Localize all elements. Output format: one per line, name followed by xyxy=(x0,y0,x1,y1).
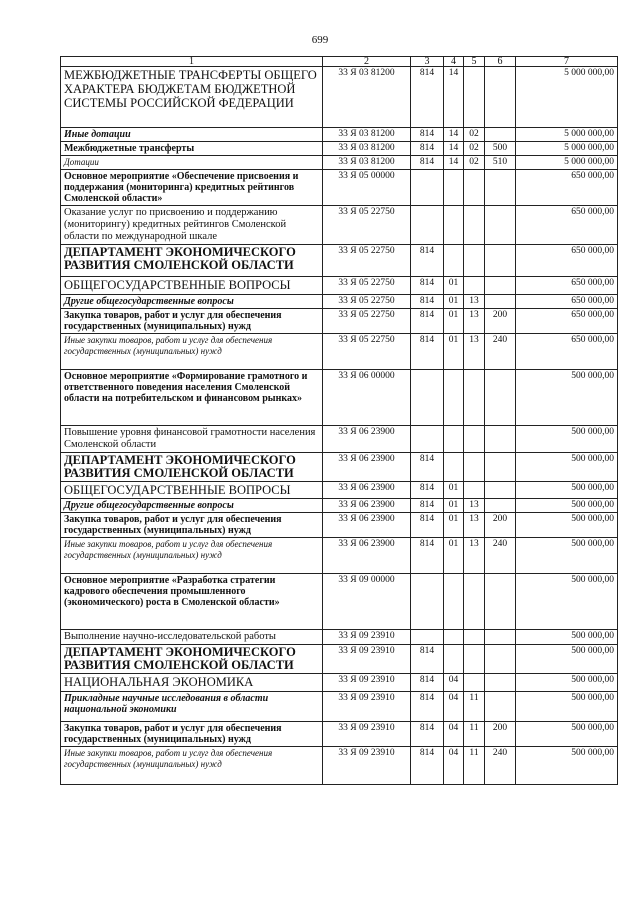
amount: 500 000,00 xyxy=(516,482,618,499)
target-code: 33 Я 09 23910 xyxy=(323,692,411,722)
table-row xyxy=(61,482,618,499)
column-header: 6 xyxy=(485,57,516,67)
section-code xyxy=(444,574,464,630)
ministry-code: 814 xyxy=(411,453,444,482)
subsection-code: 13 xyxy=(464,538,485,574)
table-row xyxy=(61,499,618,513)
ministry-code: 814 xyxy=(411,277,444,295)
subsection-code: 11 xyxy=(464,692,485,722)
column-header: 4 xyxy=(444,57,464,67)
section-code: 01 xyxy=(444,513,464,538)
subsection-code xyxy=(464,574,485,630)
row-name: Прикладные научные исследования в области национальной экономики xyxy=(61,692,323,722)
row-name: ДЕПАРТАМЕНТ ЭКОНОМИЧЕСКОГО РАЗВИТИЯ СМОЛЕНСКОЙ ОБЛАСТИ xyxy=(61,453,323,482)
target-code: 33 Я 06 23900 xyxy=(323,453,411,482)
table-row xyxy=(61,128,618,142)
ministry-code: 814 xyxy=(411,538,444,574)
amount: 650 000,00 xyxy=(516,170,618,206)
amount: 500 000,00 xyxy=(516,513,618,538)
table-row xyxy=(61,722,618,747)
section-code: 01 xyxy=(444,538,464,574)
row-name: Иные закупки товаров, работ и услуг для обеспечения государственных (муниципальных) нужд xyxy=(61,538,323,574)
expense-type-code xyxy=(485,295,516,309)
table-row xyxy=(61,747,618,785)
expense-type-code xyxy=(485,426,516,453)
target-code: 33 Я 06 23900 xyxy=(323,499,411,513)
target-code: 33 Я 06 00000 xyxy=(323,370,411,426)
expense-type-code xyxy=(485,574,516,630)
table-row xyxy=(61,645,618,674)
section-code xyxy=(444,453,464,482)
expense-type-code xyxy=(485,482,516,499)
section-code xyxy=(444,370,464,426)
section-code: 01 xyxy=(444,277,464,295)
ministry-code: 814 xyxy=(411,156,444,170)
row-name: ОБЩЕГОСУДАРСТВЕННЫЕ ВОПРОСЫ xyxy=(61,482,323,499)
table-row xyxy=(61,692,618,722)
table-row xyxy=(61,453,618,482)
expense-type-code xyxy=(485,499,516,513)
expense-type-code: 200 xyxy=(485,309,516,334)
subsection-code xyxy=(464,482,485,499)
ministry-code xyxy=(411,574,444,630)
subsection-code: 13 xyxy=(464,309,485,334)
table-row xyxy=(61,674,618,692)
section-code: 14 xyxy=(444,128,464,142)
expense-type-code xyxy=(485,630,516,645)
expense-type-code xyxy=(485,674,516,692)
target-code: 33 Я 03 81200 xyxy=(323,128,411,142)
table-row xyxy=(61,334,618,370)
table-row xyxy=(61,538,618,574)
ministry-code: 814 xyxy=(411,67,444,128)
section-code: 14 xyxy=(444,156,464,170)
row-name: ОБЩЕГОСУДАРСТВЕННЫЕ ВОПРОСЫ xyxy=(61,277,323,295)
table-row xyxy=(61,67,618,128)
target-code: 33 Я 05 22750 xyxy=(323,206,411,245)
subsection-code xyxy=(464,370,485,426)
table-row xyxy=(61,295,618,309)
ministry-code: 814 xyxy=(411,722,444,747)
ministry-code xyxy=(411,630,444,645)
amount: 5 000 000,00 xyxy=(516,67,618,128)
table-row xyxy=(61,309,618,334)
row-name: Оказание услуг по присвоению и поддержанию (мониторингу) кредитных рейтингов Смоленской области по международной шкале xyxy=(61,206,323,245)
subsection-code: 13 xyxy=(464,295,485,309)
subsection-code: 11 xyxy=(464,747,485,785)
section-code xyxy=(444,426,464,453)
column-header: 5 xyxy=(464,57,485,67)
amount: 500 000,00 xyxy=(516,370,618,426)
row-name: ДЕПАРТАМЕНТ ЭКОНОМИЧЕСКОГО РАЗВИТИЯ СМОЛЕНСКОЙ ОБЛАСТИ xyxy=(61,645,323,674)
section-code: 04 xyxy=(444,674,464,692)
table-row xyxy=(61,156,618,170)
target-code: 33 Я 05 22750 xyxy=(323,334,411,370)
table-row xyxy=(61,426,618,453)
expense-type-code xyxy=(485,453,516,482)
subsection-code xyxy=(464,245,485,277)
table-row xyxy=(61,170,618,206)
target-code: 33 Я 09 23910 xyxy=(323,645,411,674)
row-name: Повышение уровня финансовой грамотности населения Смоленской области xyxy=(61,426,323,453)
amount: 5 000 000,00 xyxy=(516,142,618,156)
amount: 500 000,00 xyxy=(516,538,618,574)
amount: 500 000,00 xyxy=(516,499,618,513)
section-code: 01 xyxy=(444,295,464,309)
expense-type-code xyxy=(485,692,516,722)
subsection-code xyxy=(464,674,485,692)
table-row xyxy=(61,370,618,426)
row-name: Дотации xyxy=(61,156,323,170)
amount: 650 000,00 xyxy=(516,309,618,334)
ministry-code xyxy=(411,170,444,206)
section-code xyxy=(444,645,464,674)
target-code: 33 Я 06 23900 xyxy=(323,538,411,574)
expense-type-code: 240 xyxy=(485,334,516,370)
row-name: Иные закупки товаров, работ и услуг для обеспечения государственных (муниципальных) нужд xyxy=(61,747,323,785)
expense-type-code xyxy=(485,67,516,128)
section-code: 04 xyxy=(444,747,464,785)
table-row xyxy=(61,142,618,156)
table-body xyxy=(61,67,618,785)
section-code xyxy=(444,170,464,206)
section-code: 14 xyxy=(444,142,464,156)
subsection-code: 11 xyxy=(464,722,485,747)
subsection-code xyxy=(464,630,485,645)
section-code xyxy=(444,630,464,645)
target-code: 33 Я 05 22750 xyxy=(323,245,411,277)
subsection-code: 02 xyxy=(464,142,485,156)
row-name: Закупка товаров, работ и услуг для обеспечения государственных (муниципальных) нужд xyxy=(61,513,323,538)
subsection-code: 02 xyxy=(464,128,485,142)
ministry-code: 814 xyxy=(411,482,444,499)
row-name: Основное мероприятие «Обеспечение присвоения и поддержания (мониторинга) кредитных рейтингов Смоленской области» xyxy=(61,170,323,206)
expense-type-code xyxy=(485,645,516,674)
target-code: 33 Я 06 23900 xyxy=(323,426,411,453)
expense-type-code xyxy=(485,206,516,245)
table-row xyxy=(61,206,618,245)
ministry-code: 814 xyxy=(411,499,444,513)
table-row xyxy=(61,630,618,645)
amount: 500 000,00 xyxy=(516,674,618,692)
expense-type-code: 200 xyxy=(485,722,516,747)
target-code: 33 Я 05 22750 xyxy=(323,277,411,295)
section-code: 01 xyxy=(444,499,464,513)
amount: 650 000,00 xyxy=(516,206,618,245)
expense-type-code: 510 xyxy=(485,156,516,170)
target-code: 33 Я 06 23900 xyxy=(323,513,411,538)
ministry-code: 814 xyxy=(411,645,444,674)
amount: 500 000,00 xyxy=(516,453,618,482)
expense-type-code: 240 xyxy=(485,747,516,785)
section-code: 14 xyxy=(444,67,464,128)
row-name: Выполнение научно-исследовательской работы xyxy=(61,630,323,645)
budget-table xyxy=(60,56,618,785)
ministry-code: 814 xyxy=(411,334,444,370)
target-code: 33 Я 09 23910 xyxy=(323,674,411,692)
amount: 500 000,00 xyxy=(516,630,618,645)
expense-type-code: 240 xyxy=(485,538,516,574)
section-code xyxy=(444,245,464,277)
section-code: 04 xyxy=(444,722,464,747)
row-name: Основное мероприятие «Формирование грамотного и ответственного поведения населения Смоленской области на потребительском и финансовом рынках» xyxy=(61,370,323,426)
row-name: Иные дотации xyxy=(61,128,323,142)
section-code: 01 xyxy=(444,482,464,499)
expense-type-code xyxy=(485,245,516,277)
table-row xyxy=(61,277,618,295)
amount: 650 000,00 xyxy=(516,295,618,309)
row-name: Закупка товаров, работ и услуг для обеспечения государственных (муниципальных) нужд xyxy=(61,309,323,334)
row-name: Другие общегосударственные вопросы xyxy=(61,295,323,309)
target-code: 33 Я 09 00000 xyxy=(323,574,411,630)
row-name: Межбюджетные трансферты xyxy=(61,142,323,156)
row-name: Иные закупки товаров, работ и услуг для обеспечения государственных (муниципальных) нужд xyxy=(61,334,323,370)
row-name: Закупка товаров, работ и услуг для обеспечения государственных (муниципальных) нужд xyxy=(61,722,323,747)
section-code: 04 xyxy=(444,692,464,722)
subsection-code: 13 xyxy=(464,499,485,513)
column-header: 7 xyxy=(516,57,618,67)
expense-type-code xyxy=(485,170,516,206)
ministry-code: 814 xyxy=(411,747,444,785)
subsection-code: 13 xyxy=(464,513,485,538)
subsection-code: 02 xyxy=(464,156,485,170)
section-code xyxy=(444,206,464,245)
amount: 500 000,00 xyxy=(516,645,618,674)
subsection-code xyxy=(464,67,485,128)
amount: 500 000,00 xyxy=(516,574,618,630)
expense-type-code: 200 xyxy=(485,513,516,538)
ministry-code xyxy=(411,426,444,453)
amount: 5 000 000,00 xyxy=(516,128,618,142)
target-code: 33 Я 05 22750 xyxy=(323,309,411,334)
subsection-code xyxy=(464,426,485,453)
row-name: Другие общегосударственные вопросы xyxy=(61,499,323,513)
ministry-code: 814 xyxy=(411,309,444,334)
column-header: 3 xyxy=(411,57,444,67)
subsection-code: 13 xyxy=(464,334,485,370)
target-code: 33 Я 09 23910 xyxy=(323,722,411,747)
table-row xyxy=(61,574,618,630)
amount: 500 000,00 xyxy=(516,747,618,785)
subsection-code xyxy=(464,170,485,206)
row-name: НАЦИОНАЛЬНАЯ ЭКОНОМИКА xyxy=(61,674,323,692)
section-code: 01 xyxy=(444,334,464,370)
amount: 650 000,00 xyxy=(516,334,618,370)
amount: 500 000,00 xyxy=(516,722,618,747)
subsection-code xyxy=(464,206,485,245)
target-code: 33 Я 05 22750 xyxy=(323,295,411,309)
amount: 500 000,00 xyxy=(516,692,618,722)
ministry-code: 814 xyxy=(411,142,444,156)
expense-type-code: 500 xyxy=(485,142,516,156)
target-code: 33 Я 03 81200 xyxy=(323,142,411,156)
ministry-code: 814 xyxy=(411,513,444,538)
target-code: 33 Я 06 23900 xyxy=(323,482,411,499)
ministry-code: 814 xyxy=(411,674,444,692)
table-row xyxy=(61,245,618,277)
amount: 650 000,00 xyxy=(516,277,618,295)
subsection-code xyxy=(464,645,485,674)
row-name: Основное мероприятие «Разработка стратегии кадрового обеспечения промышленного (экономического) роста в Смоленской области» xyxy=(61,574,323,630)
amount: 500 000,00 xyxy=(516,426,618,453)
expense-type-code xyxy=(485,370,516,426)
table-row xyxy=(61,513,618,538)
target-code: 33 Я 09 23910 xyxy=(323,747,411,785)
row-name: МЕЖБЮДЖЕТНЫЕ ТРАНСФЕРТЫ ОБЩЕГО ХАРАКТЕРА БЮДЖЕТАМ БЮДЖЕТНОЙ СИСТЕМЫ РОССИЙСКОЙ ФЕДЕРАЦИИ xyxy=(61,67,323,128)
target-code: 33 Я 09 23910 xyxy=(323,630,411,645)
subsection-code xyxy=(464,277,485,295)
amount: 650 000,00 xyxy=(516,245,618,277)
column-header: 1 xyxy=(61,57,323,67)
expense-type-code xyxy=(485,277,516,295)
page-number: 699 xyxy=(311,34,329,46)
ministry-code: 814 xyxy=(411,295,444,309)
row-name: ДЕПАРТАМЕНТ ЭКОНОМИЧЕСКОГО РАЗВИТИЯ СМОЛЕНСКОЙ ОБЛАСТИ xyxy=(61,245,323,277)
ministry-code: 814 xyxy=(411,245,444,277)
expense-type-code xyxy=(485,128,516,142)
target-code: 33 Я 03 81200 xyxy=(323,67,411,128)
column-header: 2 xyxy=(323,57,411,67)
ministry-code xyxy=(411,206,444,245)
target-code: 33 Я 05 00000 xyxy=(323,170,411,206)
ministry-code xyxy=(411,370,444,426)
ministry-code: 814 xyxy=(411,692,444,722)
section-code: 01 xyxy=(444,309,464,334)
amount: 5 000 000,00 xyxy=(516,156,618,170)
column-number-row xyxy=(61,57,618,67)
ministry-code: 814 xyxy=(411,128,444,142)
target-code: 33 Я 03 81200 xyxy=(323,156,411,170)
subsection-code xyxy=(464,453,485,482)
